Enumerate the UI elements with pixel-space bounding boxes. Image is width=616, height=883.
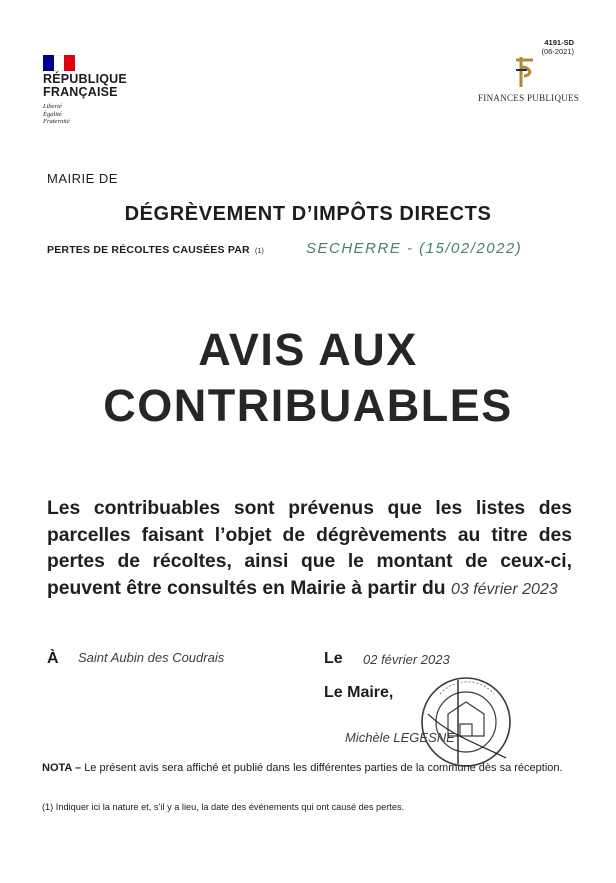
republique-line: RÉPUBLIQUE <box>43 72 127 86</box>
avis-line-2: CONTRIBUABLES <box>103 380 513 431</box>
mairie-de-label: MAIRIE DE <box>47 171 118 186</box>
place-handwritten: Saint Aubin des Coudrais <box>78 650 225 665</box>
a-label: À <box>47 650 59 667</box>
republique-francaise-label <box>43 73 127 99</box>
notice-body <box>47 496 572 603</box>
consultation-date-handwritten: 03 février 2023 <box>450 580 558 598</box>
notice-text: Les contribuables sont prévenus que les listes des parcelles faisant l’objet de dégrèvements au titre des pertes de récoltes, ainsi que le montant de ceux-ci, peuvent être consultés en Mairie à partir du <box>47 498 572 599</box>
nota-note <box>42 761 577 775</box>
finances-publiques-label: FINANCES PUBLIQUES <box>478 93 580 103</box>
avis-line-1: AVIS AUX <box>198 324 418 375</box>
devise-liberte: Liberté <box>43 103 62 110</box>
mairie-stamp-icon <box>418 674 514 770</box>
form-version: (06-2021) <box>541 47 574 56</box>
signature-date-handwritten: 02 février 2023 <box>363 652 450 667</box>
maire-name-handwritten: Michèle LEGESNE <box>345 730 455 745</box>
nota-text: Le présent avis sera affiché et publié dans les différentes parties de la commune dès sa réception. <box>84 762 563 774</box>
francaise-line: FRANÇAISE <box>43 85 118 99</box>
fp-monogram-icon <box>507 55 541 89</box>
form-code: 4191-SD <box>544 38 574 47</box>
degrevement-title: DÉGRÈVEMENT D’IMPÔTS DIRECTS <box>124 203 492 225</box>
devise-fraternite: Fraternité <box>43 118 70 126</box>
avis-title <box>0 322 616 434</box>
form-reference <box>541 38 574 56</box>
pertes-note-ref: (1) <box>254 248 265 255</box>
devise <box>43 103 70 126</box>
le-label: Le <box>324 650 343 667</box>
french-flag-icon <box>43 55 75 71</box>
devise-egalite: Égalité <box>43 110 62 118</box>
cause-handwritten: SECHERRE - (15/02/2022) <box>306 240 523 257</box>
footnote: (1) Indiquer ici la nature et, s’il y a lieu, la date des événements qui ont causé des pertes. <box>42 802 405 812</box>
maire-label: Le Maire, <box>324 684 394 701</box>
nota-label: NOTA – <box>42 762 82 774</box>
pertes-label <box>47 244 264 256</box>
pertes-text: PERTES DE RÉCOLTES CAUSÉES PAR <box>47 244 250 256</box>
